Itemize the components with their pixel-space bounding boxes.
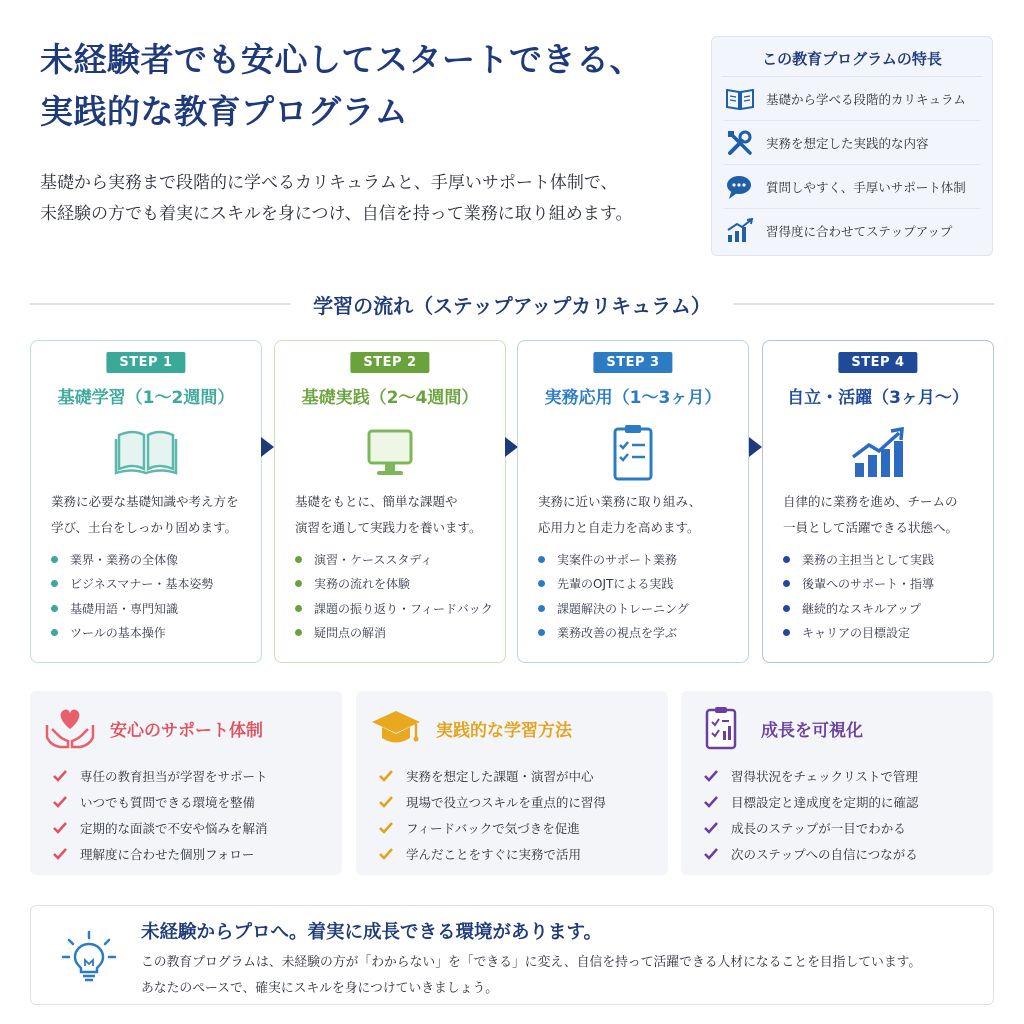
bullet-dot — [51, 629, 58, 636]
item-label: ツールの基本操作 — [70, 626, 166, 641]
desc-line: 自律的に業務を進め、チームの — [783, 494, 958, 509]
check-icon — [52, 795, 68, 809]
item-label: 基礎用語・専門知識 — [70, 601, 179, 616]
check-icon — [52, 847, 68, 861]
desc-line: 実務に近い業務に取り組み、 — [538, 494, 702, 509]
card-title: 安心のサポート体制 — [110, 720, 263, 741]
card-list — [378, 763, 606, 867]
bullet-dot — [295, 629, 302, 636]
feature-label: 習得度に合わせてステップアップ — [766, 224, 953, 239]
desc-line: 一員として活躍できる状態へ。 — [783, 520, 959, 535]
bullet-dot — [783, 556, 790, 563]
list-item — [378, 815, 606, 841]
list-item — [783, 596, 988, 621]
card-list — [703, 763, 919, 867]
item-label: キャリアの目標設定 — [802, 626, 911, 641]
step-card-3 — [517, 340, 749, 663]
divider — [30, 303, 291, 305]
check-icon — [703, 795, 719, 809]
bullet-dot — [538, 556, 545, 563]
step-card-2 — [274, 340, 506, 663]
bullet-dot — [538, 629, 545, 636]
item-label: 業務改善の視点を学ぶ — [557, 626, 678, 641]
heart-hands-icon — [44, 705, 96, 751]
item-label: 成長のステップが一目でわかる — [731, 821, 906, 836]
book-icon — [724, 84, 756, 114]
list-item — [703, 841, 919, 867]
check-icon — [703, 847, 719, 861]
section-title: 学習の流れ（ステップアップカリキュラム） — [313, 293, 711, 318]
list-item — [378, 841, 606, 867]
list-item — [295, 596, 500, 621]
card-title: 実践的な学習方法 — [436, 720, 572, 741]
list-item — [51, 547, 256, 572]
check-icon — [378, 769, 394, 783]
divider — [733, 303, 994, 305]
banner-title: 未経験からプロへ。着実に成長できる環境があります。 — [141, 922, 603, 943]
bullet-dot — [783, 629, 790, 636]
card-header — [695, 705, 863, 751]
list-item — [378, 789, 606, 815]
list-item — [783, 547, 988, 572]
item-label: フィードバックで気づきを促進 — [406, 821, 580, 836]
check-icon — [378, 795, 394, 809]
list-item — [295, 572, 500, 597]
list-item — [51, 621, 256, 646]
list-item — [703, 789, 919, 815]
list-item — [703, 763, 919, 789]
step-card-4 — [762, 340, 994, 663]
bullet-dot — [538, 580, 545, 587]
tools-icon — [724, 128, 756, 158]
step-badge: STEP 3 — [593, 352, 672, 373]
feature-item — [724, 165, 980, 209]
list-item — [52, 841, 268, 867]
check-icon — [52, 769, 68, 783]
check-icon — [703, 821, 719, 835]
list-item — [52, 789, 268, 815]
step-arrow-icon — [749, 437, 762, 457]
item-label: いつでも質問できる環境を整備 — [80, 795, 256, 810]
intro-line-2: 未経験の方でも着実にスキルを身につけ、自信を持って業務に取り組めます。 — [40, 204, 633, 224]
graduation-cap-icon — [370, 705, 422, 751]
item-label: 継続的なスキルアップ — [802, 601, 922, 616]
bullet-dot — [295, 605, 302, 612]
check-icon — [52, 821, 68, 835]
closing-banner — [30, 905, 994, 1005]
page-title — [40, 34, 690, 138]
feature-item — [724, 209, 980, 253]
step-title: 基礎学習（1〜2週間） — [57, 388, 235, 408]
step-description — [783, 489, 983, 541]
item-label: 業界・業務の全体像 — [70, 552, 179, 567]
item-label: 後輩へのサポート・指導 — [802, 577, 935, 592]
desc-line: 業務に必要な基礎知識や考え方を — [51, 494, 239, 509]
list-item — [538, 572, 743, 597]
title-line-1: 未経験者でも安心してスタートできる、 — [40, 40, 643, 79]
bullet-dot — [51, 605, 58, 612]
item-label: 課題解決のトレーニング — [557, 601, 689, 616]
visualize-growth-card — [681, 691, 993, 875]
monitor-icon — [357, 423, 423, 483]
item-label: 次のステップへの自信につながる — [731, 847, 918, 862]
step-badge: STEP 2 — [350, 352, 429, 373]
item-label: 業務の主担当として実践 — [802, 552, 935, 567]
list-item — [51, 572, 256, 597]
list-item — [52, 815, 268, 841]
bullet-dot — [51, 580, 58, 587]
features-title: この教育プログラムの特長 — [722, 37, 982, 77]
clipboard-chart-icon — [695, 705, 747, 751]
step-list — [51, 547, 256, 645]
step-list — [783, 547, 988, 645]
item-label: 実務の流れを体験 — [314, 577, 411, 592]
item-label: 疑問点の解消 — [314, 626, 387, 641]
banner-line: この教育プログラムは、未経験の方が「わからない」を「できる」に変え、自信を持って活躍できる人材になることを目指しています。 — [141, 955, 922, 970]
list-item — [51, 596, 256, 621]
step-list — [295, 547, 500, 645]
step-title: 基礎実践（2〜4週間） — [301, 388, 479, 408]
item-label: 実案件のサポート業務 — [557, 552, 678, 567]
step-list — [538, 547, 743, 645]
card-list — [52, 763, 268, 867]
intro-line-1: 基礎から実務まで段階的に学べるカリキュラムと、手厚いサポート体制で、 — [40, 173, 618, 193]
card-title: 成長を可視化 — [761, 720, 863, 741]
bullet-dot — [783, 580, 790, 587]
list-item — [783, 621, 988, 646]
section-heading — [30, 286, 994, 322]
open-book-icon — [113, 423, 179, 483]
item-label: 理解度に合わせた個別フォロー — [80, 847, 255, 862]
item-label: ビジネスマナー・基本姿勢 — [70, 577, 214, 592]
feature-item — [724, 77, 980, 121]
step-card-1 — [30, 340, 262, 663]
item-label: 実務を想定した課題・演習が中心 — [406, 769, 594, 784]
bullet-dot — [538, 605, 545, 612]
list-item — [538, 596, 743, 621]
desc-line: 演習を通して実践力を養います。 — [295, 520, 482, 535]
item-label: 学んだことをすぐに実務で活用 — [406, 847, 582, 862]
step-title: 自立・活躍（3ヶ月〜） — [787, 388, 969, 408]
features-box — [711, 36, 993, 256]
list-item — [538, 621, 743, 646]
growth-chart-icon — [724, 216, 756, 246]
list-item — [295, 547, 500, 572]
item-label: 習得状況をチェックリストで管理 — [731, 769, 918, 784]
banner-text — [141, 950, 981, 1002]
item-label: 演習・ケーススタディ — [314, 552, 433, 567]
step-description — [295, 489, 495, 541]
feature-label: 実務を想定した実践的な内容 — [766, 135, 929, 151]
intro-text — [40, 168, 700, 230]
clipboard-checklist-icon — [600, 423, 666, 483]
check-icon — [378, 847, 394, 861]
item-label: 専任の教育担当が学習をサポート — [80, 769, 268, 784]
list-item — [538, 547, 743, 572]
learning-method-card — [356, 691, 668, 875]
step-arrow-icon — [261, 437, 274, 457]
list-item — [52, 763, 268, 789]
desc-line: 学び、土台をしっかり固めます。 — [51, 520, 238, 535]
card-header — [44, 705, 263, 751]
step-badge: STEP 4 — [838, 352, 917, 373]
item-label: 目標設定と達成度を定期的に確認 — [731, 795, 919, 810]
list-item — [378, 763, 606, 789]
step-description — [538, 489, 738, 541]
banner-line: あなたのペースで、確実にスキルを身につけていきましょう。 — [141, 981, 499, 996]
list-item — [703, 815, 919, 841]
desc-line: 応用力と自走力を高めます。 — [538, 520, 700, 535]
growth-chart-icon — [845, 423, 911, 483]
feature-label: 質問しやすく、手厚いサポート体制 — [766, 179, 966, 195]
list-item — [295, 621, 500, 646]
bullet-dot — [295, 580, 302, 587]
title-line-2: 実践的な教育プログラム — [40, 92, 409, 131]
card-header — [370, 705, 572, 751]
item-label: 先輩のOJTによる実践 — [557, 577, 674, 592]
bullet-dot — [783, 605, 790, 612]
desc-line: 基礎をもとに、簡単な課題や — [295, 494, 458, 509]
item-label: 課題の振り返り・フィードバック — [314, 601, 493, 616]
check-icon — [378, 821, 394, 835]
step-description — [51, 489, 251, 541]
step-badge: STEP 1 — [106, 352, 185, 373]
feature-item — [724, 121, 980, 165]
support-card — [30, 691, 342, 875]
list-item — [783, 572, 988, 597]
feature-label: 基礎から学べる段階的カリキュラム — [766, 91, 966, 107]
step-title: 実務応用（1〜3ヶ月） — [544, 388, 722, 408]
lightbulb-icon — [61, 930, 117, 986]
item-label: 定期的な面談で不安や悩みを解消 — [80, 821, 268, 836]
chat-icon — [724, 172, 756, 202]
check-icon — [703, 769, 719, 783]
item-label: 現場で役立つスキルを重点的に習得 — [406, 795, 606, 810]
bullet-dot — [51, 556, 58, 563]
bullet-dot — [295, 556, 302, 563]
